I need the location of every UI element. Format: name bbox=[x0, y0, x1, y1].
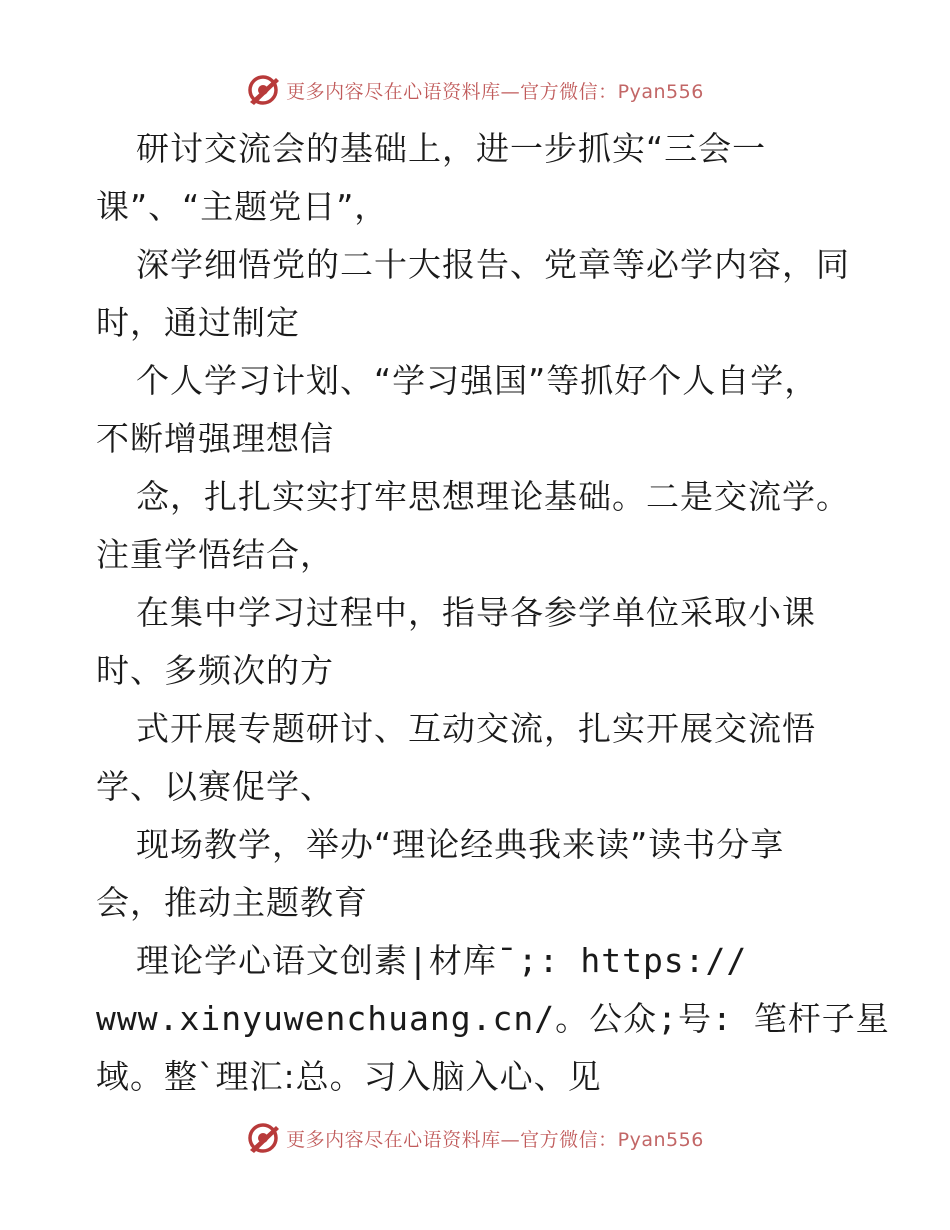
body-line: 会，推动主题教育 bbox=[96, 883, 368, 922]
footer-watermark-text: 更多内容尽在心语资料库—官方微信：Pyan556 bbox=[286, 1128, 704, 1151]
header-wechat-id: Pyan556 bbox=[617, 80, 704, 103]
body-line: 学、以赛促学、 bbox=[96, 767, 334, 806]
pen-logo-icon bbox=[246, 72, 282, 108]
body-line: 在集中学习过程中，指导各参学单位采取小课 bbox=[136, 593, 816, 632]
pen-logo-icon bbox=[246, 1120, 282, 1156]
header-watermark-text: 更多内容尽在心语资料库—官方微信：Pyan556 bbox=[286, 80, 704, 103]
body-line: 研讨交流会的基础上，进一步抓实“三会一 bbox=[136, 129, 767, 168]
body-line: 式开展专题研讨、互动交流，扎实开展交流悟 bbox=[136, 709, 816, 748]
body-line: 个人学习计划、“学习强国”等抓好个人自学， bbox=[136, 361, 819, 400]
document-body bbox=[96, 120, 890, 1106]
body-line: 现场教学，举办“理论经典我来读”读书分享 bbox=[136, 825, 785, 864]
body-line: 不断增强理想信 bbox=[96, 419, 334, 458]
body-line: 深学细悟党的二十大报告、党章等必学内容，同 bbox=[136, 245, 850, 284]
footer-watermark-banner bbox=[0, 1118, 950, 1158]
body-line: 念，扎扎实实打牢思想理论基础。二是交流学。 bbox=[136, 477, 850, 516]
body-line: 域。整`理汇:总。习入脑入心、见 bbox=[96, 1057, 602, 1096]
header-watermark-banner bbox=[0, 70, 950, 110]
footer-wechat-id: Pyan556 bbox=[617, 1128, 704, 1151]
body-line: 时、多频次的方 bbox=[96, 651, 334, 690]
body-line: 时，通过制定 bbox=[96, 303, 300, 342]
body-line: 课”、“主题党日”， bbox=[96, 187, 389, 226]
body-line: 注重学悟结合， bbox=[96, 535, 334, 574]
body-line: 理论学心语文创素|材库¯;: https:// bbox=[136, 941, 748, 980]
body-line: www.xinyuwenchuang.cn/。公众;号: 笔杆子星 bbox=[96, 999, 890, 1038]
